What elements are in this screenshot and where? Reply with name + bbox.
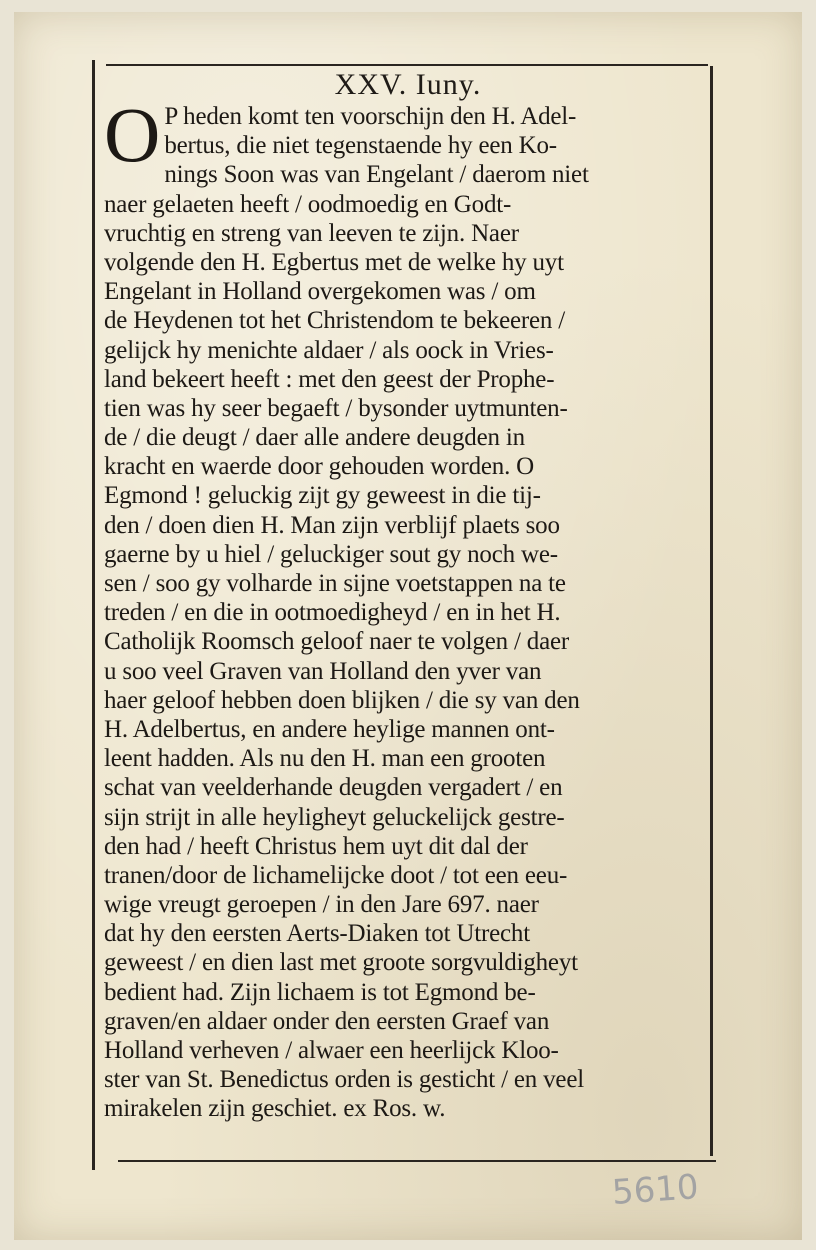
bottom-rule (118, 1160, 716, 1162)
text-line: bertus, die niet tegenstaende hy een Ko- (164, 132, 557, 160)
inventory-stamp: 5610 (610, 1167, 700, 1213)
text-line: bedient had. Zijn lichaem is tot Egmond be- (104, 978, 536, 1006)
text-line: de / die deugt / daer alle andere deugden in (104, 424, 525, 452)
text-line: Engelant in Holland overgekomen was / om (104, 278, 536, 306)
text-line: dat hy den eersten Aerts-Diaken tot Utrecht (104, 920, 530, 948)
text-line: gaerne by u hiel / geluckiger sout gy noch we- (104, 540, 558, 568)
drop-cap: O (104, 91, 161, 178)
text-line: Catholijk Roomsch geloof naer te volgen / daer (104, 628, 569, 656)
text-line: P heden komt ten voorschijn den H. Adel- (164, 103, 577, 130)
text-line: graven/en aldaer onder den eersten Graef van (104, 1007, 550, 1035)
text-line: tranen/door de lichamelijcke doot / tot een eeu- (104, 861, 568, 889)
text-line: sen / soo gy volharde in sijne voetstappen na te (104, 570, 566, 597)
text-line: den / doen dien H. Man zijn verblijf plaets soo (104, 511, 560, 539)
page-heading: XXV. Iuny. (334, 68, 482, 101)
text-line: sijn strijt in alle heyligheyt geluckelijck gestre- (104, 803, 565, 831)
text-line: den had / heeft Christus hem uyt dit dal der (104, 832, 528, 860)
text-line: ster van St. Benedictus orden is gesticht / en veel (104, 1066, 584, 1094)
left-rule (92, 60, 95, 1170)
text-line: volgende den H. Egbertus met de welke hy uyt (104, 248, 564, 276)
text-line: Holland verheven / alwaer een heerlijck Kloo- (104, 1037, 559, 1064)
body-text (104, 91, 712, 1124)
text-line: H. Adelbertus, en andere heylige mannen ont- (104, 715, 555, 743)
text-line: treden / en die in ootmoedigheyd / en in het H. (104, 599, 561, 627)
text-line: wige vreugt geroepen / in den Jare 697. naer (104, 891, 539, 919)
text-line: haer geloof hebben doen blijken / die sy van den (104, 686, 580, 714)
top-rule (106, 64, 708, 66)
text-line: vruchtig en streng van leeven te zijn. Naer (104, 219, 519, 247)
text-line: geweest / en dien last met groote sorgvuldigheyt (104, 949, 578, 977)
text-line: leent hadden. Als nu den H. man een grooten (104, 745, 546, 773)
text-line: mirakelen zijn geschiet. ex Ros. w. (104, 1095, 446, 1123)
text-line: land bekeert heeft : met den geest der Prophe- (104, 365, 555, 393)
text-line: schat van veelderhande deugden vergadert / en (104, 774, 563, 802)
text-line: kracht en waerde door gehouden worden. O (104, 453, 535, 481)
text-line: Egmond ! geluckig zijt gy geweest in die tij- (104, 482, 541, 510)
text-line: u soo veel Graven van Holland den yver van (104, 657, 542, 685)
text-line: naer gelaeten heeft / oodmoedig en Godt- (104, 190, 512, 218)
opening-lines (104, 102, 712, 160)
text-line: gelijck hy menichte aldaer / als oock in Vries- (104, 336, 554, 364)
text-line: nings Soon was van Engelant / daerom niet (164, 161, 589, 189)
text-line: tien was hy seer begaeft / bysonder uytmunten- (104, 394, 568, 422)
text-line: de Heydenen tot het Christendom te bekeeren / (104, 307, 565, 335)
